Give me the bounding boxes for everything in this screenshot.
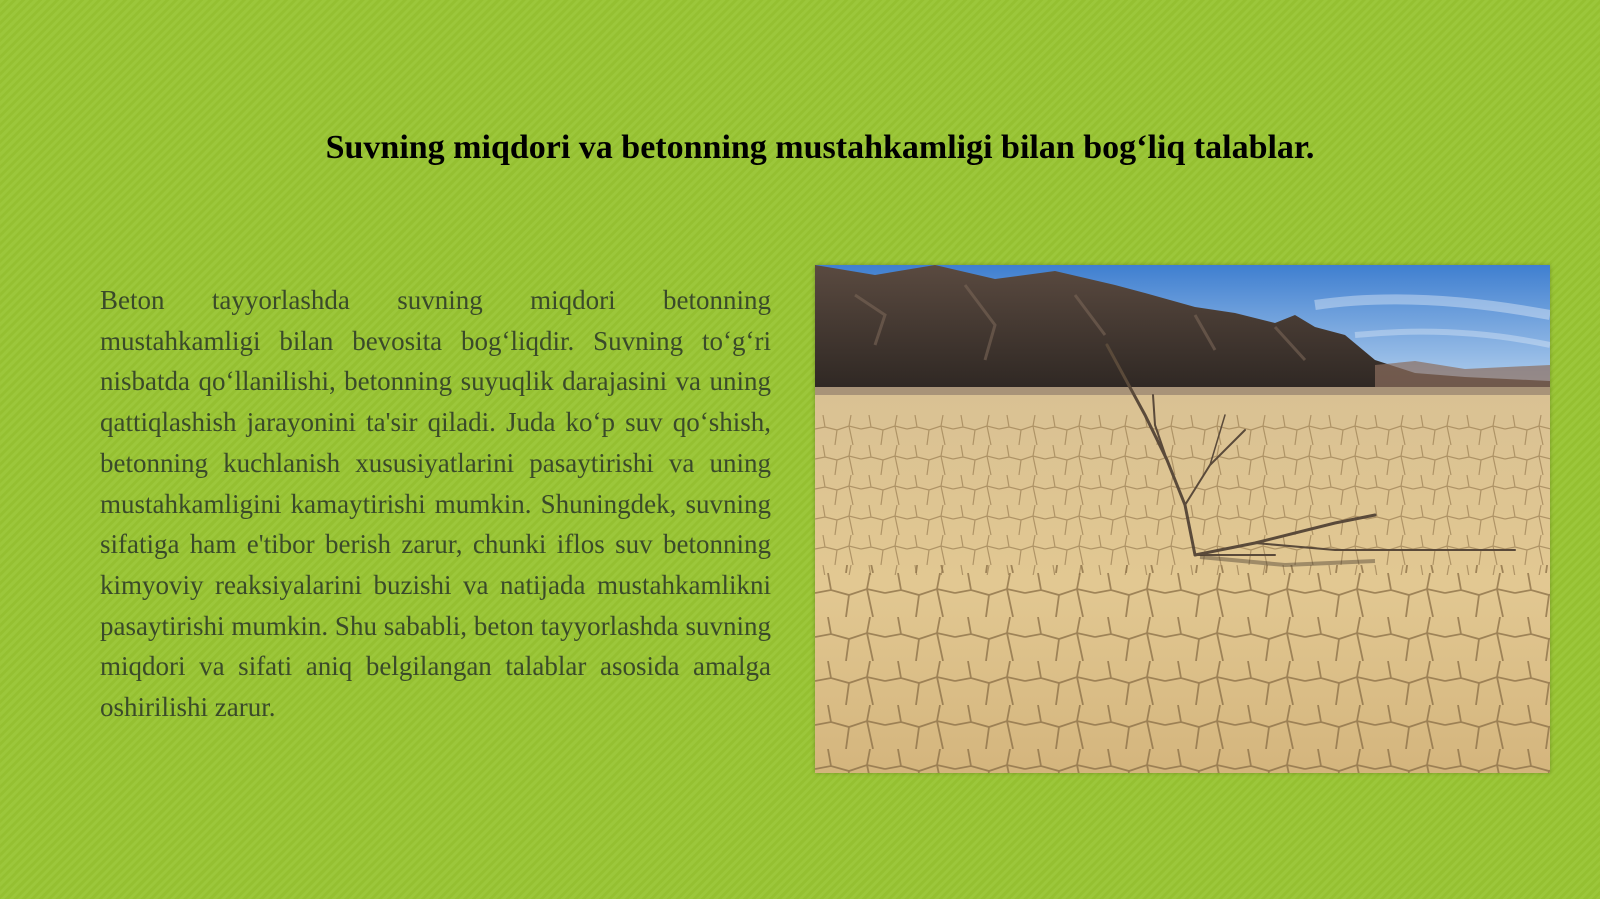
slide-title: Suvning miqdori va betonning mustahkamligi bilan bog‘liq talablar. [325, 129, 1315, 166]
desert-cracked-earth-image [815, 265, 1550, 773]
body-paragraph: Beton tayyorlashda suvning miqdori betonning mustahkamligi bilan bevosita bog‘liqdir. Suvning to‘g‘ri nisbatda qo‘llanilishi, betonning suyuqlik darajasini va uning qattiqlashish jarayonini ta'sir qiladi. Juda ko‘p suv qo‘shish, betonning kuchlanish xususiyatlarini pasaytirishi va uning mustahkamligini kamaytirishi mumkin. Shuningdek, suvning sifatiga ham e'tibor berish zarur, chunki iflos suv betonning kimyoviy reaksiyalarini buzishi va natijada mustahkamlikni pasaytirishi mumkin. Shu sababli, beton tayyorlashda suvning miqdori va sifati aniq belgilangan talablar asosida amalga oshirilishi zarur. [100, 285, 771, 723]
